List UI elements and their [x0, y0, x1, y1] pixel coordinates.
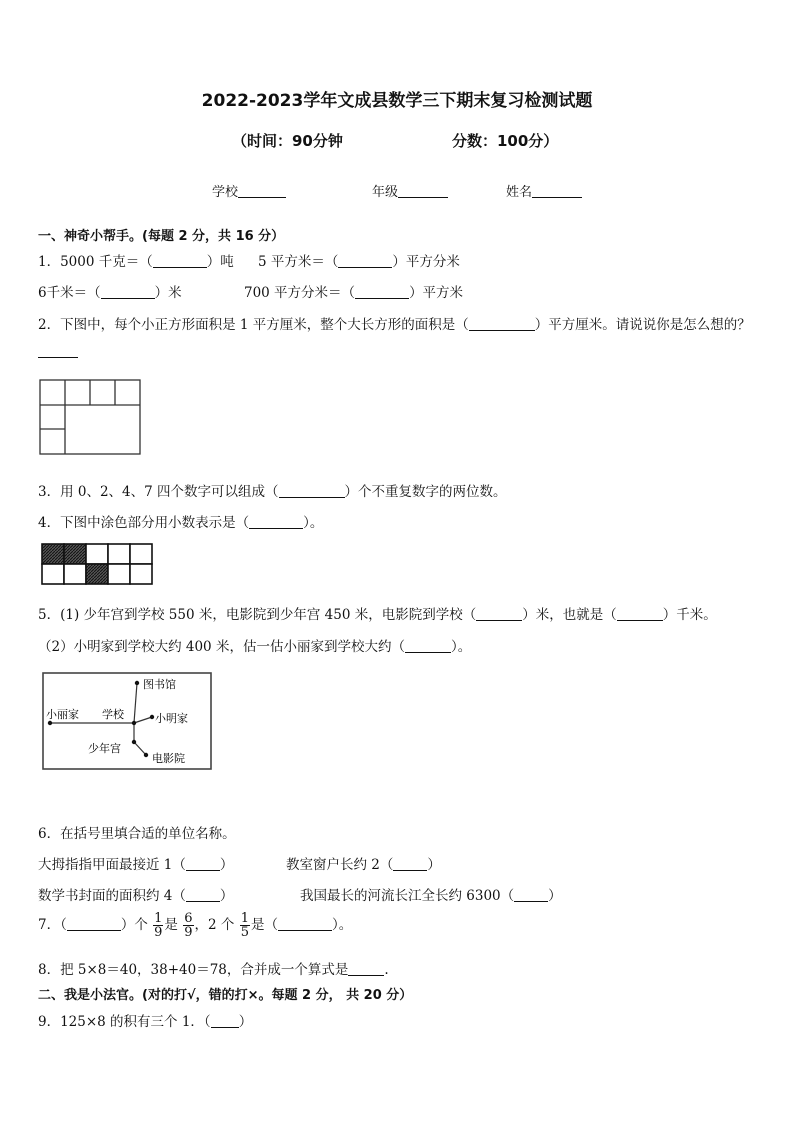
q6-title: 6．在括号里填合适的单位名称。	[38, 826, 236, 842]
map-label-xiaoming: 小明家	[155, 712, 188, 725]
q4-shaded-grid	[40, 542, 154, 586]
q5-part1: 5．(1) 少年宫到学校 550 米，电影院到少年宫 450 米，电影院到学校（ ）米，也就是（ ）千米。	[38, 607, 717, 623]
q5-part2: （2）小明家到学校大约 400 米，估一估小丽家到学校大约（ ）。	[38, 639, 472, 655]
q8-text: 8．把 5×8＝40，38+40＝78，合并成一个算式是 .	[38, 962, 389, 978]
q2-answer-line	[38, 357, 78, 358]
q6-b: 教室窗户长约 2（ ）	[286, 857, 441, 873]
map-label-cinema: 电影院	[152, 752, 185, 765]
fraction-1-5: $\frac{1}{5}$	[240, 911, 249, 940]
q1-c: 6千米＝（ ）米	[38, 285, 182, 301]
school-field: 学校	[212, 181, 286, 200]
q2-text: 2．下图中，每个小正方形面积是 1 平方厘米，整个大长方形的面积是（ ）平方厘米。请说说你是怎么想的？	[38, 317, 751, 333]
map-label-palace: 少年宫	[88, 742, 121, 755]
q5-map-figure	[40, 670, 216, 772]
q1-b: 5 平方米＝（ ）平方分米	[258, 254, 460, 270]
q6-d: 我国最长的河流长江全长约 6300（ ）	[300, 888, 562, 904]
map-label-library: 图书馆	[143, 678, 176, 691]
q2-grid-figure	[38, 378, 142, 456]
map-label-school: 学校	[102, 708, 124, 721]
q1-d: 700 平方分米＝（ ）平方米	[244, 285, 464, 301]
q6-c: 数学书封面的面积约 4（ ）	[38, 888, 234, 904]
q3-text: 3．用 0、2、4、7 四个数字可以组成（ ）个不重复数字的两位数。	[38, 484, 507, 500]
section-1-title: 一、神奇小帮手。(每题 2 分，共 16 分）	[38, 229, 285, 244]
section-2-title: 二、我是小法官。(对的打√，错的打×。每题 2 分， 共 20 分）	[38, 988, 413, 1003]
map-label-xiaoli: 小丽家	[46, 708, 79, 721]
exam-score: 分数：100分）	[452, 132, 559, 150]
q7-text: 7．（ ）个 $\frac{1}{9}$ 是 $\frac{6}{9}$ ，2 个 $\frac{1}{5}$ 是（ ）。	[38, 911, 353, 940]
fraction-1-9: $\frac{1}{9}$	[154, 911, 163, 940]
q4-text: 4．下图中涂色部分用小数表示是（ ）。	[38, 515, 324, 531]
grade-field: 年级	[372, 181, 448, 200]
q6-a: 大拇指指甲面最接近 1（ ）	[38, 857, 234, 873]
q1-a: 1．5000 千克＝（ ）吨	[38, 254, 234, 270]
fraction-6-9: $\frac{6}{9}$	[184, 911, 193, 940]
q9-text: 9．125×8 的积有三个 1．（ ）	[38, 1014, 253, 1030]
page-title: 2022-2023学年文成县数学三下期末复习检测试题	[201, 91, 593, 111]
name-field: 姓名	[506, 181, 582, 200]
exam-time: （时间：90分钟	[232, 132, 343, 150]
